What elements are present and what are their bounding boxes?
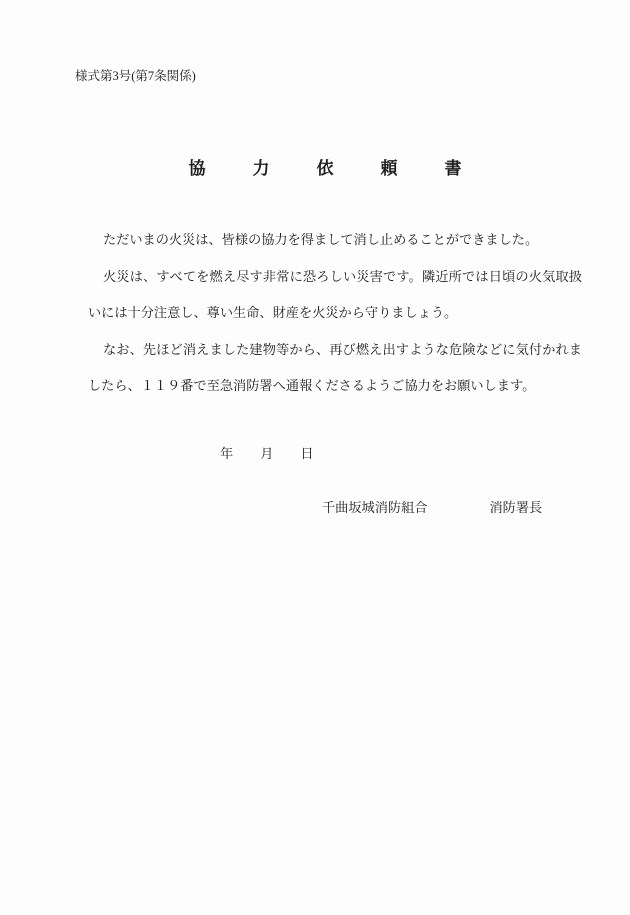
date-year-label: 年 [220,446,234,461]
document-title: 協力依頼書 [188,159,509,178]
organization-name: 千曲坂城消防組合 [322,500,428,515]
paragraph-2: 火災は、すべてを燃え尽す非常に恐ろしい災害です。隣近所では日頃の火気取扱いには十分注意し、尊い生命、財産を火災から守りましょう。 [88,268,582,321]
signature-line [322,500,542,515]
paragraph-3: なお、先ほど消えました建物等から、再び燃え出すような危険などに気付かれましたら、１１９番で至急消防署へ通報くださるようご協力をお願いします。 [88,341,582,394]
date-day-label: 日 [300,446,314,461]
form-number: 様式第3号(第7条関係) [75,69,196,83]
date-line [220,446,314,461]
signer-title: 消防署長 [489,500,543,515]
paragraph-1: ただいまの火災は、皆様の協力を得まして消し止めることができました。 [103,232,539,247]
date-month-label: 月 [260,446,274,461]
document-body [88,222,582,405]
